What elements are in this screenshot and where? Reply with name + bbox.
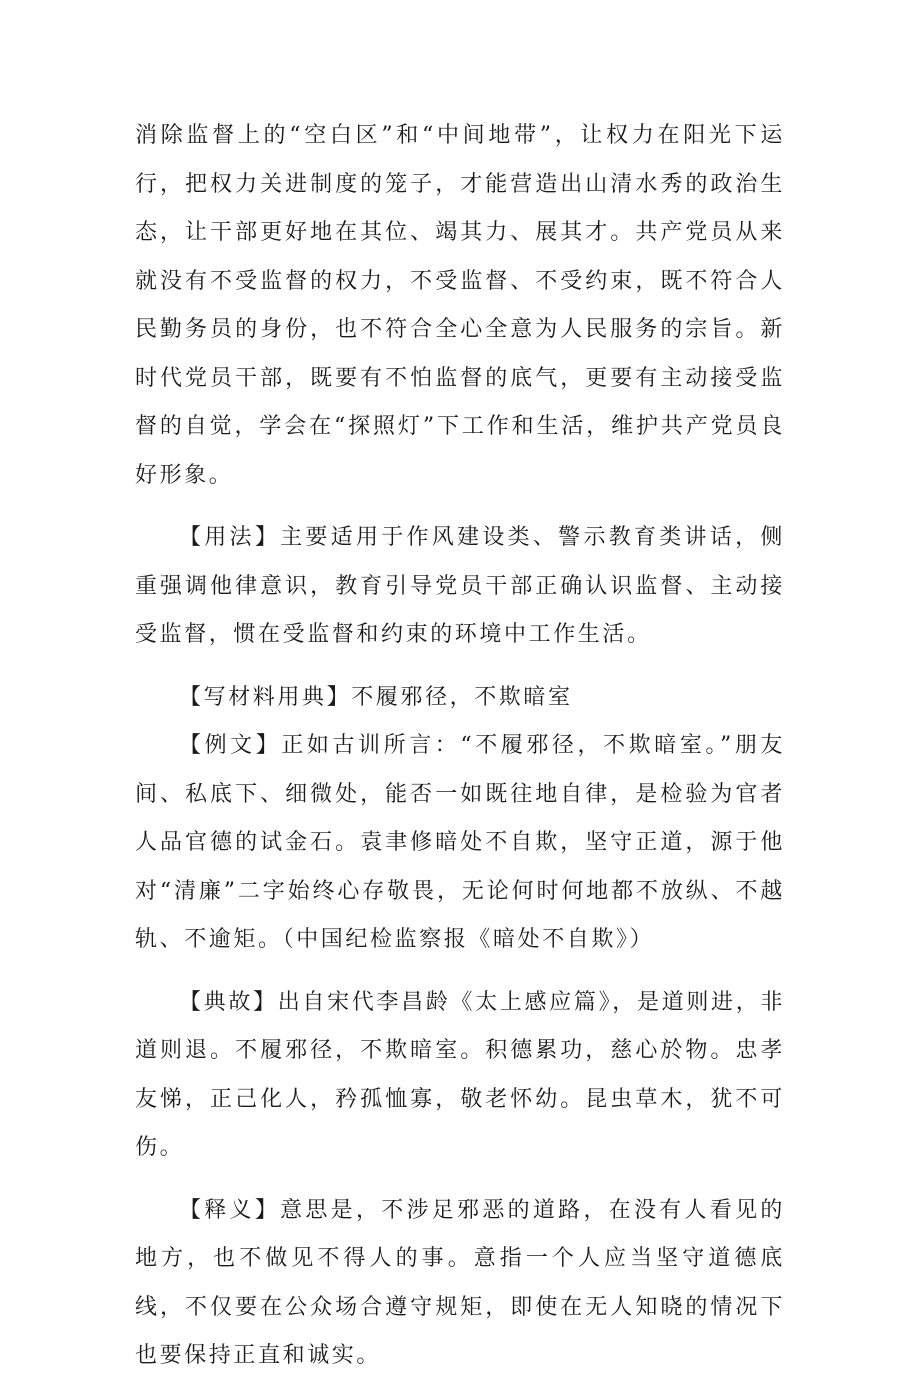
paragraph-meaning: 【释义】意思是，不涉足邪恶的道路，在没有人看见的地方，也不做见不得人的事。意指一个人应当坚守道德底线，不仅要在公众场合遵守规矩，即使在无人知晓的情况下也要保持正直和诚实。: [135, 1197, 785, 1368]
paragraph-example: 【例文】正如古训所言：“不履邪径，不欺暗室。”朋友间、私底下、细微处，能否一如既往地自律，是检验为官者人品官德的试金石。袁聿修暗处不自欺，坚守正道，源于他对“清廉”二字始终心存敬畏，无论何时何地都不放纵、不越轨、不逾矩。（中国纪检监察报《暗处不自欺》）: [135, 733, 785, 952]
paragraph-usage: 【用法】主要适用于作风建设类、警示教育类讲话，侧重强调他律意识，教育引导党员干部正确认识监督、主动接受监督，惯在受监督和约束的环境中工作生活。: [135, 525, 785, 647]
paragraph-allusion-heading: 【写材料用典】不履邪径，不欺暗室: [179, 684, 573, 710]
paragraph-origin: 【典故】出自宋代李昌龄《太上感应篇》，是道则进，非道则退。不履邪径，不欺暗室。积德累功，慈心於物。忠孝友悌，正己化人，矜孤恤寡，敬老怀幼。昆虫草木，犹不可伤。: [135, 989, 785, 1160]
paragraph-supervision: 消除监督上的“空白区”和“中间地带”，让权力在阳光下运行，把权力关进制度的笼子，才能营造出山清水秀的政治生态，让干部更好地在其位、竭其力、展其才。共产党员从来就没有不受监督的权力，不受监督、不受约束，既不符合人民勤务员的身份，也不符合全心全意为人民服务的宗旨。新时代党员干部，既要有不怕监督的底气，更要有主动接受监督的自觉，学会在“探照灯”下工作和生活，维护共产党员良好形象。: [135, 123, 785, 488]
